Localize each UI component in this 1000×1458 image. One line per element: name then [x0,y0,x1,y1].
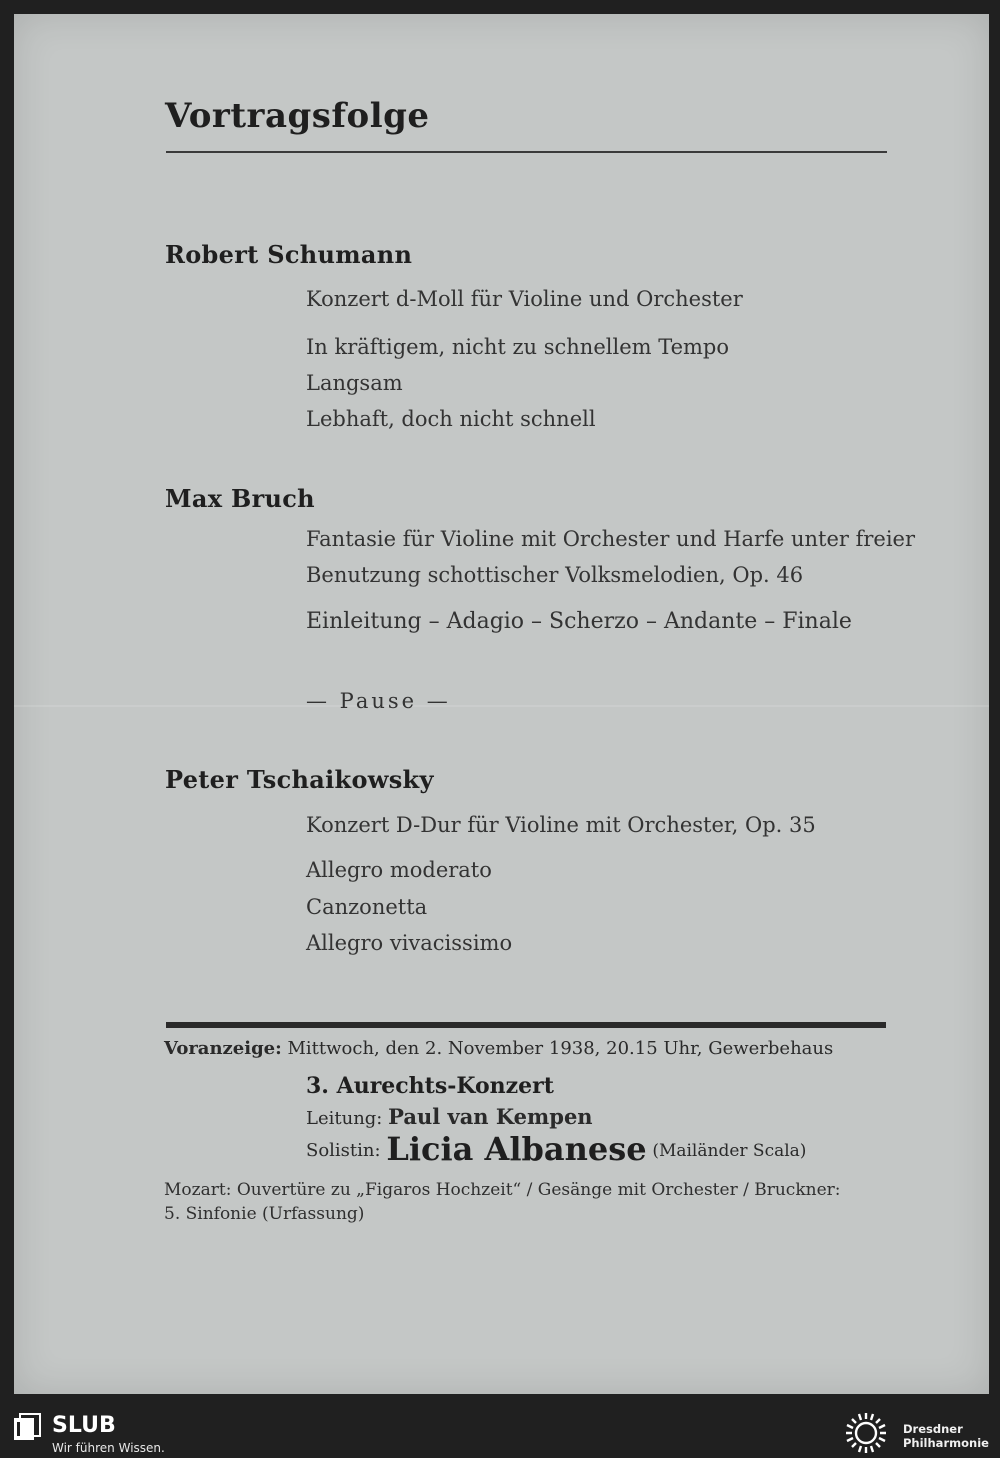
movement: Einleitung – Adagio – Scherzo – Andante – Finale [306,609,852,634]
program-preview: Mozart: Ouvertüre zu „Figaros Hochzeit“ / Gesänge mit Orchester / Bruckner: [164,1180,841,1200]
concert-title: 3. Aurechts-Konzert [306,1073,554,1099]
movement: Lebhaft, doch nicht schnell [306,407,596,431]
slub-logo-text: SLUB [52,1413,116,1438]
movement: Allegro vivacissimo [306,931,513,955]
composer-name: Peter Tschaikowsky [165,765,434,794]
composer-name: Robert Schumann [165,240,413,269]
slub-tagline: Wir führen Wissen. [52,1441,165,1455]
announcement-rule [166,1022,886,1028]
philharmonie-logo-icon [840,1410,892,1456]
work-title: Fantasie für Violine mit Orchester und Harfe unter freier [306,527,916,551]
conductor-label: Leitung: [306,1108,383,1129]
conductor-line [306,1104,593,1129]
philharmonie-line1: Dresdner [903,1422,963,1436]
movement: Allegro moderato [306,858,492,882]
announcement-date: Mittwoch, den 2. November 1938, 20.15 Uhr, Gewerbehaus [287,1038,834,1059]
announcement-line [164,1038,833,1059]
soloist-label: Solistin: [306,1140,381,1161]
title-rule [166,151,887,153]
philharmonie-logo-text [903,1422,989,1450]
book-icon [12,1412,42,1442]
work-title: Konzert d-Moll für Violine und Orchester [306,287,743,311]
soloist-line [306,1130,806,1168]
page-title: Vortragsfolge [165,96,430,136]
soloist-note: (Mailänder Scala) [652,1141,807,1161]
work-title: Konzert D-Dur für Violine mit Orchester, Op. 35 [306,813,816,837]
program-preview: 5. Sinfonie (Urfassung) [164,1204,365,1224]
soloist-name: Licia Albanese [386,1130,647,1168]
composer-name: Max Bruch [165,484,315,513]
work-title: Benutzung schottischer Volksmelodien, Op. 46 [306,563,804,587]
paper-fold [14,705,989,707]
philharmonie-line2: Philharmonie [903,1436,989,1450]
movement: Canzonetta [306,895,428,919]
movement: In kräftigem, nicht zu schnellem Tempo [306,335,730,359]
movement: Langsam [306,371,403,395]
conductor-name: Paul van Kempen [388,1104,593,1129]
announcement-label: Voranzeige: [164,1038,282,1059]
intermission: — Pause — [306,689,451,713]
